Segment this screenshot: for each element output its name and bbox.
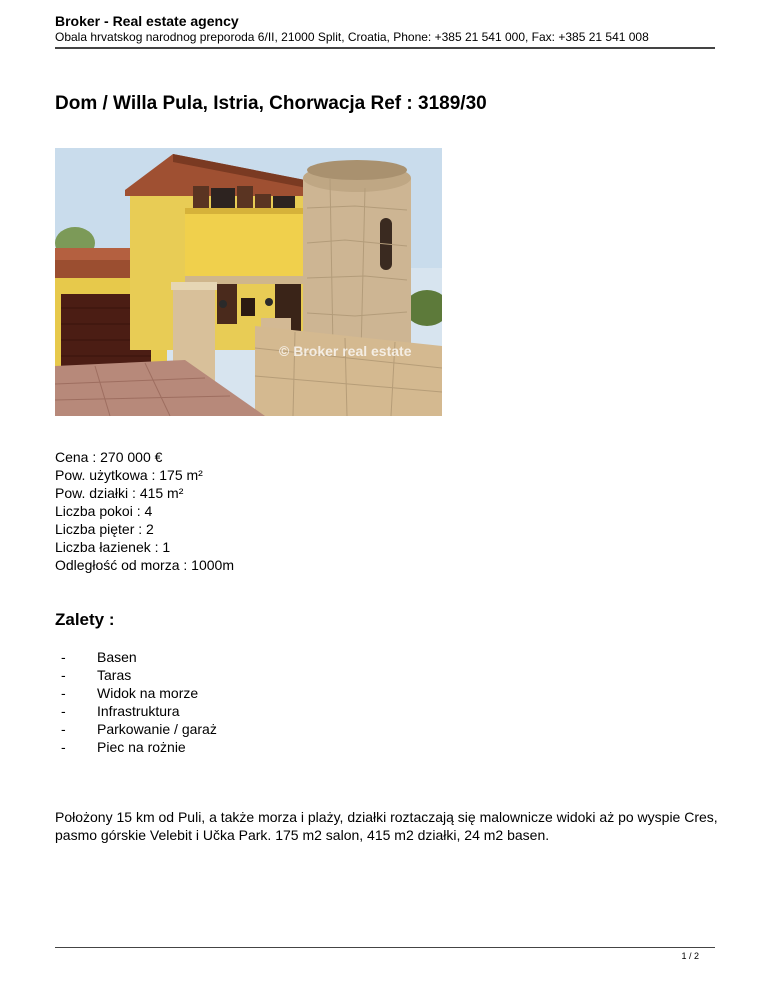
company-address: Obala hrvatskog narodnog preporoda 6/II, 21000 Split, Croatia, Phone: +385 21 541 000, Fax: +385 21 541 008 (55, 30, 649, 44)
list-item: - Infrastruktura (61, 703, 180, 719)
features-list (55, 648, 217, 756)
feature-label: Basen (97, 649, 137, 665)
detail-floors: Liczba pięter : 2 (55, 521, 154, 537)
company-name: Broker - Real estate agency (55, 13, 239, 29)
list-item: - Piec na rożnie (61, 739, 186, 755)
photo-watermark: © Broker real estate (279, 343, 412, 359)
detail-rooms: Liczba pokoi : 4 (55, 503, 153, 519)
detail-usable-area: Pow. użytkowa : 175 m² (55, 467, 203, 483)
property-description: Położony 15 km od Puli, a także morza i plaży, działki roztaczają się malownicze widoki aż po wyspie Cres, pasmo górskie Velebit i Učka Park. 175 m2 salon, 415 m2 działki, 24 m2 basen. (55, 809, 718, 843)
list-item: - Basen (61, 649, 137, 665)
features-heading: Zalety : (55, 610, 115, 629)
detail-bathrooms: Liczba łazienek : 1 (55, 539, 171, 555)
feature-label: Parkowanie / garaż (97, 721, 217, 737)
page-title: Dom / Willa Pula, Istria, Chorwacja Ref : 3189/30 (55, 93, 487, 114)
detail-sea-distance: Odległość od morza : 1000m (55, 557, 234, 573)
feature-label: Taras (97, 667, 132, 683)
header-divider (55, 47, 715, 49)
feature-label: Widok na morze (97, 685, 199, 701)
property-details (55, 448, 234, 574)
property-photo (55, 148, 442, 416)
document-header (55, 13, 715, 45)
list-item: - Parkowanie / garaż (61, 721, 217, 737)
list-item: - Taras (61, 667, 132, 683)
page-number: 1 / 2 (681, 951, 699, 961)
footer-divider (55, 947, 715, 948)
detail-price: Cena : 270 000 € (55, 449, 163, 465)
feature-label: Piec na rożnie (97, 739, 186, 755)
detail-plot-area: Pow. działki : 415 m² (55, 485, 184, 501)
list-item: - Widok na morze (61, 685, 199, 701)
feature-label: Infrastruktura (97, 703, 180, 719)
